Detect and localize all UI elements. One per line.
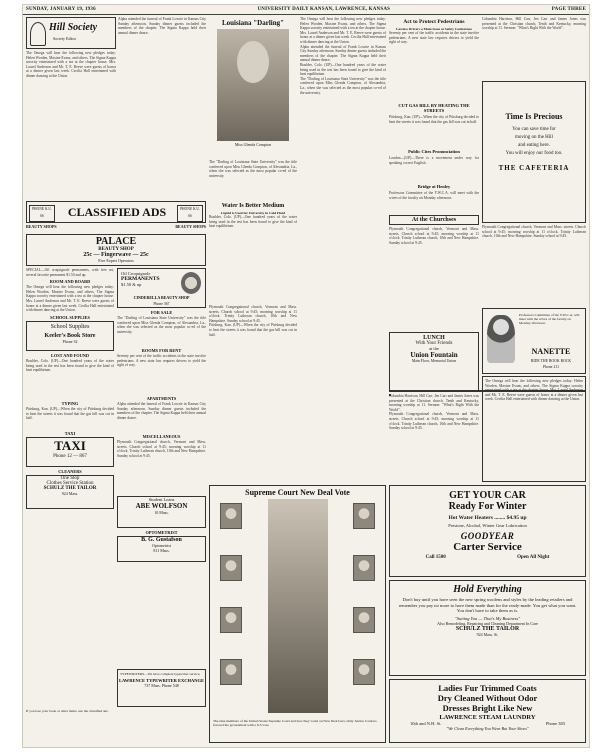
beauty-row bbox=[26, 224, 206, 232]
pedestrians-body: Seventy per cent of the traffic accidents in the state involve pedestrians. A new state law requires drivers to yield the right of way. bbox=[389, 31, 479, 45]
keeler-ad bbox=[26, 321, 114, 351]
beauty-right: BEAUTY SHOPS bbox=[175, 224, 206, 229]
section-taxi: TAXI bbox=[64, 431, 76, 437]
section-lost-found: LOST AND FOUND bbox=[51, 353, 89, 359]
hold-slogan: "Suiting You — That's My Business" bbox=[454, 615, 521, 621]
col3-body-2: Pittsburg, Kan. (UP)—When the city of Pittsburg decided to heat the streets it was found that the gas bill was cut in half. bbox=[209, 323, 297, 337]
typewriter-addr: 737 Mass. Phone 548 bbox=[144, 683, 179, 689]
column-five-lower bbox=[389, 394, 479, 482]
lunch-line2: With Your Friends bbox=[415, 341, 453, 346]
church-body-2: Columbia Harrison, Hill Carr, Jen Carr and James Jones was presented at the Christian church, Tenth and Kentucky, morning worship at 11. Sermon: "What's Right With the World". bbox=[389, 394, 479, 412]
justice-portrait-3 bbox=[220, 607, 242, 633]
masthead-title: UNIVERSITY DAILY KANSAN, LAWRENCE, KANSAS bbox=[257, 7, 391, 12]
column-five bbox=[389, 17, 479, 329]
taxi-ad bbox=[26, 437, 114, 467]
car-winter-ad bbox=[389, 485, 586, 577]
palace-sub: BEAUTY SHOP bbox=[98, 247, 134, 252]
cinderella-name: CINDERELLA BEAUTY SHOP bbox=[133, 295, 190, 300]
col3-text bbox=[209, 305, 297, 481]
lunch-line1: LUNCH bbox=[423, 335, 445, 341]
ladies-addr: 10th and N.H. St. bbox=[410, 721, 442, 726]
special-ad: SPECIAL—Oil croquignole permanents, with free set, several favorite permanent $1.50 and up. bbox=[26, 268, 114, 277]
car-item: Hot Water Heaters ........ $4.95 up bbox=[448, 515, 527, 521]
pedestrians-sub: Lawless Drivers a Main Issue at Safety Conference bbox=[396, 27, 472, 31]
taxi-phone: Phone 12 — 867 bbox=[53, 454, 87, 460]
masthead bbox=[23, 5, 589, 15]
section-rooms-rent: ROOMS FOR RENT bbox=[141, 348, 182, 353]
nanette-ad bbox=[482, 308, 586, 374]
portrait-face-icon bbox=[237, 41, 269, 83]
justice-portrait-4 bbox=[220, 659, 242, 685]
water-story bbox=[209, 201, 297, 301]
misc-text: Plymouth Congregational church, Vermont and Mass. streets. Church school at 9:45; morning worship at 11 o'clock. Trinity Lutheran church, 10th and New Hampshire. Sunday school at 9:45. bbox=[117, 440, 206, 458]
water-body: Boulder, Colo. (UP)—One hundred years of the water being used in the test has been found to give the kind of heat equilibrium. bbox=[209, 215, 297, 229]
alpha-body: Alpha attended the funeral of Frank Lowrie in Kansas City Sunday afternoon. Sunday dinner guests included the members of the chapter. The Sigma Kappa held their annual dinner dance. bbox=[118, 17, 206, 35]
column-alpha bbox=[118, 17, 206, 199]
col6-body: Columbia Harrison, Hill Carr, Jen Carr and James Jones was presented at the Christian church, Tenth and Kentucky, morning worship at 11. Sermon: "What's Right With the World". bbox=[482, 17, 586, 31]
society-ornament-icon bbox=[30, 22, 46, 46]
wolfson-addr: 10 Mass. bbox=[154, 510, 169, 515]
section-for-sale: FOR SALE bbox=[150, 310, 173, 315]
ladies-slogan: "We Clean Everything You Wear But Your Shoes" bbox=[446, 726, 529, 731]
col3-body: Plymouth Congregational church, Vermont and Mass. streets. Church school at 9:45; morning worship at 11 o'clock. Trinity Lutheran church, 10th and New Hampshire. Sunday school at 9:45. bbox=[209, 305, 297, 323]
justice-portrait-8 bbox=[353, 659, 375, 685]
time-line3: moving on the Hill bbox=[515, 135, 553, 140]
col4-body-4: The "Darling of Louisiana State University" was the title conferred upon Miss Glenda Compton, of Alexandria, La., when she was selected as the most popular co-ed of the university. bbox=[300, 76, 386, 95]
society-body: The Omega will hear the following new pledges today: Helen Worden, Maxine Evans, and others. The Sigma Kappa sorority entertained with a tea at the chapter house. Mrs. Laurel Anderson and Mr. T. E. Reeve were guests of honor at a dinner given last week. Cecilia Hall entertained with dinner dancing at the Union. bbox=[26, 51, 116, 78]
palace-note: Five Expert Operators bbox=[98, 258, 134, 263]
school-supplies-label: School Supplies bbox=[50, 324, 90, 331]
typewriter-name: LAWRENCE TYPEWRITER EXCHANGE bbox=[119, 678, 204, 684]
classified-title: CLASSIFIED ADS bbox=[67, 205, 167, 219]
wolfson-ad bbox=[117, 496, 206, 528]
church-title: At the Churchses bbox=[389, 215, 479, 225]
schulz-small-name: SCHULZ THE TAILOR bbox=[43, 486, 97, 492]
louisiana-story bbox=[209, 17, 297, 159]
justice-portrait-5 bbox=[353, 503, 375, 529]
justice-photo-grid bbox=[210, 499, 385, 719]
section-school-supplies: SCHOOL SUPPLIES bbox=[50, 315, 90, 321]
justice-portrait-1 bbox=[220, 503, 242, 529]
col6-mid-body: Plymouth Congregational church, Vermont and Mass. streets. Church school at 9:45; morning worship at 11 o'clock. Trinity Lutheran church, 10th and New Hampshire. Sunday school at 9:45. bbox=[482, 225, 586, 239]
optometrist-name: B. G. Gustafson bbox=[141, 537, 182, 543]
cinderella-phone: Phone 367 bbox=[153, 302, 170, 306]
palace-ad bbox=[26, 234, 206, 266]
newspaper-page bbox=[22, 4, 590, 748]
supreme-caption: The nine members of the United States Supreme Court and how they voted on New Deal laws. Only Justice Cardozo favored the government with a 6-3 vote. bbox=[213, 719, 377, 728]
cinderella-price: $1.50 & up bbox=[121, 282, 142, 287]
schulz-small-phone: 924 Mass. bbox=[61, 491, 79, 497]
carter-name: Carter Service bbox=[453, 541, 522, 553]
room-board-text: The Omega will hear the following new pledges today: Helen Worden, Maxine Evans, and others. The Sigma Kappa sorority entertained with a tea at the chapter house. Mrs. Laurel Anderson and Mr. T. E. Reeve were guests of honor at a dinner given last week. Cecilia Hall entertained with dinner dancing at the Union. bbox=[26, 285, 114, 313]
louisiana-caption: Miss Glenda Compton bbox=[234, 142, 272, 147]
car-contact-row bbox=[390, 555, 585, 560]
taxi-name: TAXI bbox=[54, 438, 86, 454]
dancer-illustration-icon bbox=[487, 315, 515, 363]
keeler-name: Keeler's Book Store bbox=[44, 333, 96, 340]
wolfson-name: ABE WOLFSON bbox=[135, 502, 188, 510]
ladies-phone: Phone 383 bbox=[545, 721, 565, 726]
ladies-name: LAWRENCE STEAM LAUNDRY bbox=[439, 714, 536, 721]
column-six-lower bbox=[482, 376, 586, 482]
lady-portrait-icon bbox=[181, 272, 201, 294]
apartments-text: Alpha attended the funeral of Frank Lowrie in Kansas City Sunday afternoon. Sunday dinner guests included the members of the chapter. The Sigma Kappa held their annual dinner dance. bbox=[117, 402, 206, 420]
column-six-text bbox=[482, 17, 586, 79]
keeler-phone: Phone 32 bbox=[62, 339, 78, 345]
col6-lower-body: The Omega will hear the following new pledges today: Helen Worden, Maxine Evans, and others. The Sigma Kappa sorority entertained with a tea at the chapter house. Mrs. Laurel Anderson and Mr. T. E. Reeve were guests of honor at a dinner given last week. Cecilia Hall entertained with dinner dancing at the Union. bbox=[485, 379, 583, 402]
classified-header bbox=[26, 201, 206, 223]
classified-col-left bbox=[26, 268, 114, 744]
louisiana-body: The "Darling of Louisiana State University" was the title conferred upon Miss Glenda Compton, of Alexandria, La., when she was selected as the most popular co-ed of the university. bbox=[209, 160, 297, 178]
cinderella-line1: Oil Croquignole bbox=[121, 271, 151, 276]
nanette-text: Professors Committee of the Y.W.C.A. will meet with the wives of the faculty on Monday afternoon. bbox=[519, 313, 580, 326]
section-apartments: APARTMENTS bbox=[146, 396, 177, 401]
bridge-title: Bridge at Henley bbox=[417, 184, 451, 190]
hold-body: Don't buy until you have seen the new spring woolens and styles by the leading retailers and remember you pay no more to have them made than for the ready-made. You get what you want. You don't have to take them as is. bbox=[398, 597, 577, 614]
cafeteria-name: THE CAFETERIA bbox=[498, 164, 570, 172]
schulz-line1: One Stop bbox=[60, 476, 80, 482]
col4-body-3: Boulder, Colo. (UP)—One hundred years of the water being used in the test has been found to give the kind of heat equilibrium. bbox=[300, 62, 386, 77]
student-loans: Student Loans bbox=[148, 497, 175, 502]
col4-body-1: The Omega will hear the following new pledges today: Helen Worden, Maxine Evans, and others. The Sigma Kappa sorority entertained with a tea at the chapter house. Mrs. Laurel Anderson and Mr. T. E. Reeve were guests of honor at a dinner given last week. Cecilia Hall entertained with dinner dancing at the Union. bbox=[300, 17, 386, 44]
society-header bbox=[26, 17, 116, 49]
column-six-mid bbox=[482, 225, 586, 305]
nanette-sub: RIDE THE BOOK ROCK bbox=[530, 359, 572, 363]
justice-portrait-7 bbox=[353, 607, 375, 633]
hold-name: SCHULZ THE TAILOR bbox=[455, 625, 520, 632]
cinderella-ad bbox=[117, 268, 206, 308]
col4-body-2: Alpha attended the funeral of Frank Lowrie in Kansas City Sunday afternoon. Sunday dinner guests included the members of the chapter. The Sigma Kappa held their annual dinner dance. bbox=[300, 44, 386, 63]
catholic-body: London—(UP)—There is a movement under way for speaking correct English. bbox=[389, 156, 479, 165]
pedestrians-title: Act to Protect Pedestrians bbox=[403, 19, 465, 25]
classified-footer bbox=[26, 709, 206, 723]
ladies-line2: Dry Cleaned Without Odor bbox=[437, 693, 538, 703]
lunch-name: Union Fountain bbox=[410, 351, 458, 359]
palace-name: PALACE bbox=[95, 236, 137, 247]
cinderella-line2: PERMANENTS bbox=[121, 276, 160, 282]
chief-justice-figure bbox=[268, 499, 328, 713]
justice-portrait-6 bbox=[353, 555, 375, 581]
car-line: Prestone, Alcohol, Winter Gear Lubrication bbox=[448, 523, 527, 528]
section-optometrist: OPTOMETRIST bbox=[145, 530, 178, 535]
church-body: Plymouth Congregational church, Vermont and Mass. streets. Church school at 9:45; morning worship at 11 o'clock. Trinity Lutheran church, 10th and New Hampshire. Sunday school at 9:45. bbox=[389, 227, 479, 245]
cafeteria-ad bbox=[482, 81, 586, 223]
typing-text: Pittsburg, Kan. (UP)—When the city of Pittsburg decided to heat the streets it was found that the gas bill was cut in half. bbox=[26, 407, 114, 421]
optometrist-title: Optometrist bbox=[151, 543, 172, 548]
ladies-laundry-ad bbox=[389, 679, 586, 743]
supreme-court-feature bbox=[209, 485, 386, 743]
time-line4: and eating here. bbox=[518, 143, 550, 148]
car-phone: Call 1500 bbox=[425, 555, 446, 560]
for-sale-text: The "Darling of Louisiana State University" was the title conferred upon Miss Glenda Compton, of Alexandria, La., when she was selected as the most popular co-ed of the university. bbox=[117, 316, 206, 334]
optometrist-addr: 811 Mass. bbox=[153, 548, 170, 553]
section-cleaners: CLEANERS bbox=[58, 469, 82, 475]
justice-portrait-2 bbox=[220, 555, 242, 581]
louisiana-title: Louisiana "Darling" bbox=[221, 19, 285, 27]
time-line5: You will enjoy our food too. bbox=[505, 151, 563, 156]
palace-price: 25c — Fingerwave — 25c bbox=[83, 252, 149, 258]
car-title: GET YOUR CAR bbox=[449, 490, 526, 501]
time-line1: Time Is Precious bbox=[505, 112, 563, 121]
louisiana-text bbox=[209, 160, 297, 200]
section-miscellaneous: MISCELLANEOUS bbox=[142, 434, 181, 439]
section-room-board: ROOM AND BOARD bbox=[49, 279, 91, 285]
nanette-phone: Phone 211 bbox=[543, 365, 559, 369]
goodyear-logo: GOODYEAR bbox=[460, 531, 515, 541]
masthead-page: PAGE THREE bbox=[551, 7, 586, 12]
louisiana-photo bbox=[217, 29, 289, 141]
schulz-line2: Clothes Service Station bbox=[46, 481, 94, 487]
classified-col-right bbox=[117, 268, 206, 668]
hold-addr: 924 Mass. St. bbox=[476, 631, 499, 637]
typewriter-ad bbox=[117, 669, 206, 707]
ladies-line1: Ladies Fur Trimmed Coats bbox=[438, 683, 537, 693]
catholic-title: Public Cites Pronunciation bbox=[408, 149, 460, 155]
cut-gas-title: CUT GAS BILL BY HEATING THE STREETS bbox=[398, 103, 470, 114]
lunch-sub: Main Floor, Memorial Union bbox=[411, 359, 457, 363]
bridge-body: Professors Committee of the Y.W.C.A. will meet with the wives of the faculty on Monday afternoon. bbox=[389, 191, 479, 200]
car-hours: Open All Night bbox=[517, 555, 550, 560]
time-line2: You can save time for bbox=[512, 127, 556, 132]
rooms-rent-text: Seventy per cent of the traffic accidents in the state involve pedestrians. A new state law requires drivers to yield the right of way. bbox=[117, 354, 206, 368]
cut-gas-body: Pittsburg, Kan. (UP)—When the city of Pittsburg decided to heat the streets it was found that the gas bill was cut in half. bbox=[389, 115, 479, 124]
phone-right: PHONE K.U. 66 bbox=[177, 205, 203, 222]
hold-services: Also Remodeling, Repairing and Cleaning Department In Care bbox=[437, 620, 538, 626]
lost-found-text: Boulder, Colo. (UP)—One hundred years of the water being used in the test has been found to give the kind of heat equilibrium. bbox=[26, 359, 114, 373]
water-title: Water Is Better Medium bbox=[221, 203, 285, 209]
hold-title: Hold Everything bbox=[453, 584, 522, 595]
beauty-left: BEAUTY SHOPS bbox=[26, 224, 57, 229]
car-title2: Ready For Winter bbox=[448, 501, 527, 512]
masthead-date: SUNDAY, JANUARY 19, 1936 bbox=[26, 7, 96, 12]
supreme-title: Supreme Court New Deal Vote bbox=[245, 488, 350, 497]
ladies-line3: Dresses Bright Like New bbox=[442, 703, 533, 713]
nanette-name: NANETTE bbox=[531, 347, 571, 356]
schulz-small-ad bbox=[26, 475, 114, 509]
lunch-line3: at the bbox=[429, 346, 439, 351]
classified-footer-text: If you lose your book or other items, use the classified ads. bbox=[26, 709, 109, 713]
typewriter-line1: TYPEWRITERS—We have complete typewriter service, bbox=[120, 672, 201, 676]
column-society bbox=[26, 17, 116, 212]
section-typing: TYPING bbox=[61, 401, 79, 407]
water-sub: Liquid is Used for University in Cold Fluid bbox=[220, 211, 286, 215]
column-four bbox=[300, 17, 386, 482]
optometrist-ad bbox=[117, 536, 206, 562]
church-body-3: Plymouth Congregational church, Vermont and Mass. streets. Church school at 9:45; morning worship at 11 o'clock. Trinity Lutheran church, 10th and New Hampshire. Sunday school at 9:45. bbox=[389, 412, 479, 431]
society-editor: Society Editor bbox=[53, 36, 76, 41]
spacer-13 bbox=[389, 394, 390, 395]
phone-left: PHONE K.U. 66 bbox=[29, 205, 55, 222]
society-title: Hill Society bbox=[49, 22, 98, 33]
hold-everything-ad bbox=[389, 580, 586, 676]
lunch-ad bbox=[389, 332, 479, 392]
